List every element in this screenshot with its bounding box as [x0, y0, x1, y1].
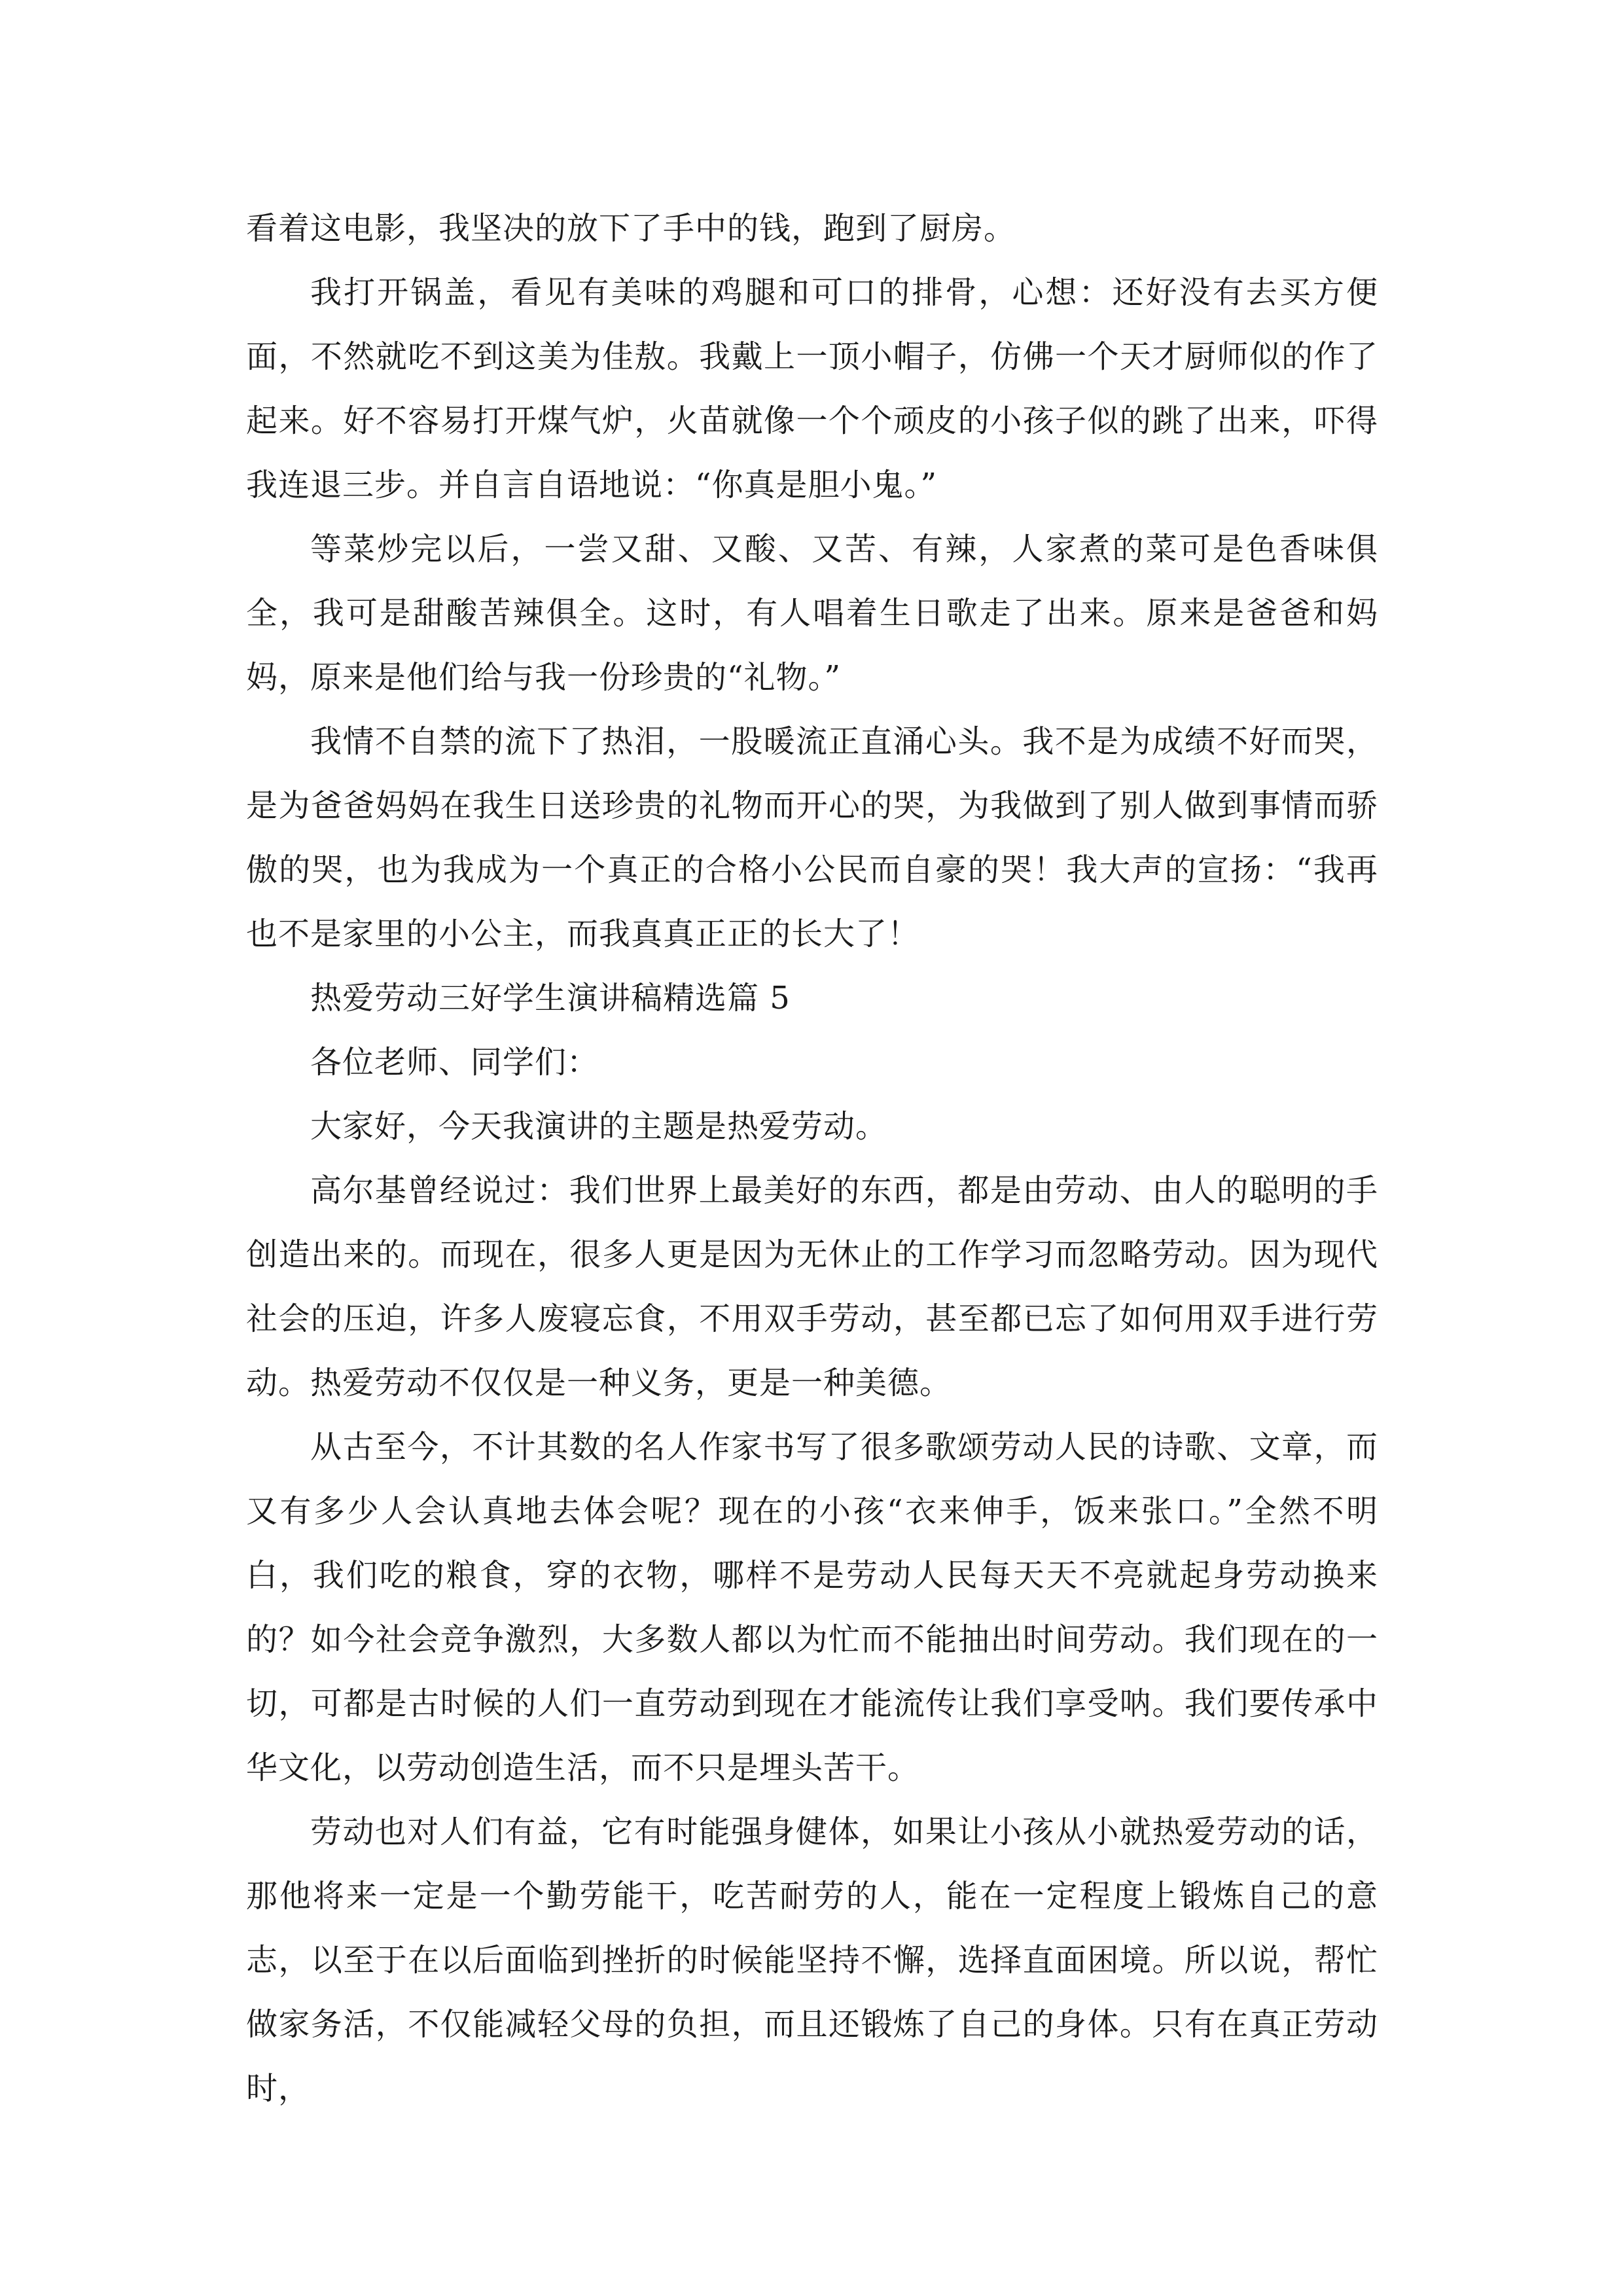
document-body	[246, 196, 1378, 2121]
salutation: 各位老师、同学们：	[310, 1044, 599, 1081]
section-heading: 热爱劳动三好学生演讲稿精选篇 5	[310, 980, 791, 1016]
paragraph: 大家好，今天我演讲的主题是热爱劳动。	[310, 1108, 888, 1145]
paragraph: 高尔基曾经说过：我们世界上最美好的东西，都是由劳动、由人的聪明的手创造出来的。而现在，很多人更是因为无休止的工作学习而忽略劳动。因为现代社会的压迫，许多人废寝忘食，不用双手劳动，甚至都已忘了如何用双手进行劳动。热爱劳动不仅仅是一种义务，更是一种美德。	[246, 1172, 1378, 1401]
paragraph: 等菜炒完以后，一尝又甜、又酸、又苦、有辣，人家煮的菜可是色香味俱全，我可是甜酸苦辣俱全。这时，有人唱着生日歌走了出来。原来是爸爸和妈妈，原来是他们给与我一份珍贵的“礼物。”	[246, 531, 1378, 696]
paragraph: 我情不自禁的流下了热泪，一股暖流正直涌心头。我不是为成绩不好而哭，是为爸爸妈妈在我生日送珍贵的礼物而开心的哭，为我做到了别人做到事情而骄傲的哭，也为我成为一个真正的合格小公民而自豪的哭！我大声的宣扬：“我再也不是家里的小公主，而我真真正正的长大了！	[246, 723, 1378, 952]
paragraph: 从古至今，不计其数的名人作家书写了很多歌颂劳动人民的诗歌、文章，而又有多少人会认真地去体会呢？现在的小孩“衣来伸手，饭来张口。”全然不明白，我们吃的粮食，穿的衣物，哪样不是劳动人民每天天不亮就起身劳动换来的？如今社会竞争激烈，大多数人都以为忙而不能抽出时间劳动。我们现在的一切，可都是古时候的人们一直劳动到现在才能流传让我们享受呐。我们要传承中华文化，以劳动创造生活，而不只是埋头苦干。	[246, 1429, 1378, 1786]
paragraph: 劳动也对人们有益，它有时能强身健体，如果让小孩从小就热爱劳动的话，那他将来一定是一个勤劳能干，吃苦耐劳的人，能在一定程度上锻炼自己的意志，以至于在以后面临到挫折的时候能坚持不懈，选择直面困境。所以说，帮忙做家务活，不仅能减轻父母的负担，而且还锻炼了自己的身体。只有在真正劳动时，	[246, 1814, 1378, 2107]
paragraph: 我打开锅盖，看见有美味的鸡腿和可口的排骨，心想：还好没有去买方便面，不然就吃不到这美为佳敖。我戴上一顶小帽子，仿佛一个天才厨师似的作了起来。好不容易打开煤气炉，火苗就像一个个顽皮的小孩子似的跳了出来，吓得我连退三步。并自言自语地说：“你真是胆小鬼。”	[246, 274, 1378, 503]
paragraph-continuation: 看着这电影，我坚决的放下了手中的钱，跑到了厨房。	[246, 210, 1016, 247]
